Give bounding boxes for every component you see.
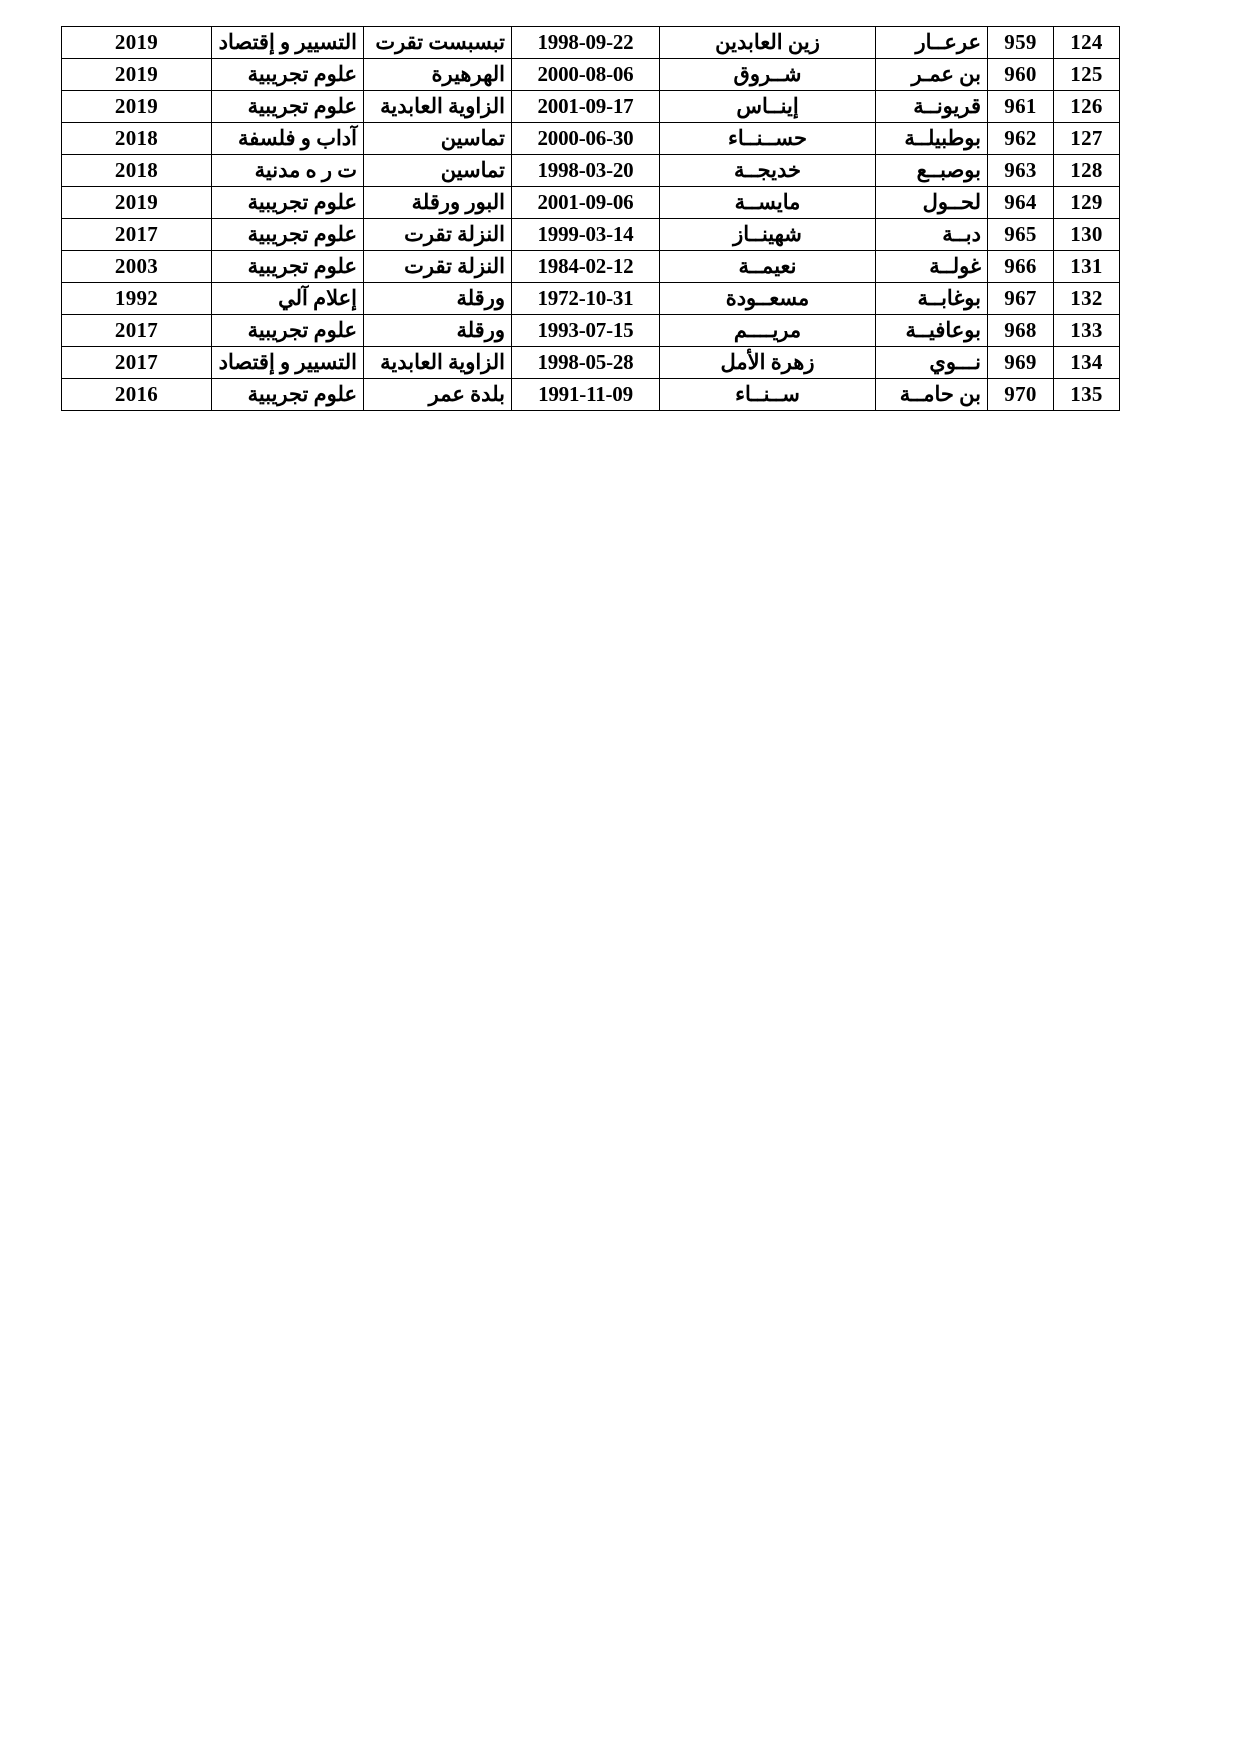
- row-index-cell: [1054, 251, 1120, 283]
- row-birth-date-cell-text: 2001-09-06: [537, 190, 634, 215]
- row-birth-date-cell: [512, 347, 660, 379]
- row-first-name-cell: [660, 123, 876, 155]
- row-number-cell-text: 959: [1004, 30, 1037, 55]
- row-index-cell: [1054, 315, 1120, 347]
- row-birth-place-cell: [364, 379, 512, 411]
- row-birth-date-cell: [512, 27, 660, 59]
- row-first-name-cell-text: شــروق: [733, 62, 802, 87]
- row-last-name-cell: [876, 91, 988, 123]
- row-year-cell-text: 2016: [114, 382, 159, 407]
- row-first-name-cell-text: إينــاس: [736, 94, 799, 119]
- row-year-cell: [62, 379, 212, 411]
- row-first-name-cell-text: مريــــم: [733, 318, 802, 343]
- row-birth-place-cell-text: النزلة تقرت: [404, 254, 505, 279]
- row-first-name-cell-text: مسعــودة: [725, 286, 810, 311]
- table-row: [62, 91, 1120, 123]
- row-specialty-cell: [212, 27, 364, 59]
- table-row: [62, 123, 1120, 155]
- row-year-cell-text: 2017: [114, 318, 159, 343]
- row-specialty-cell: [212, 91, 364, 123]
- row-first-name-cell-text: خديجــة: [734, 158, 801, 183]
- row-specialty-cell-text: ت ر ه مدنية: [254, 158, 357, 183]
- row-birth-place-cell: [364, 27, 512, 59]
- row-birth-place-cell-text: الهرهيرة: [431, 62, 505, 87]
- row-specialty-cell-text: التسيير و إقتصاد: [218, 350, 357, 375]
- row-index-cell: [1054, 283, 1120, 315]
- row-number-cell: [988, 123, 1054, 155]
- row-year-cell-text: 2017: [114, 350, 159, 375]
- row-birth-place-cell-text: الزاوية العابدية: [380, 94, 505, 119]
- row-last-name-cell: [876, 219, 988, 251]
- row-year-cell-text: 1992: [114, 286, 159, 311]
- row-index-cell-text: 125: [1070, 62, 1103, 87]
- row-index-cell: [1054, 123, 1120, 155]
- row-specialty-cell-text: التسيير و إقتصاد: [218, 30, 357, 55]
- row-first-name-cell-text: شهينــاز: [733, 222, 802, 247]
- row-last-name-cell-text: بوطبيلــة: [904, 126, 981, 151]
- row-first-name-cell: [660, 219, 876, 251]
- row-last-name-cell: [876, 59, 988, 91]
- roster-table: [61, 26, 1120, 411]
- row-birth-date-cell-text: 1998-09-22: [537, 30, 634, 55]
- table-row: [62, 155, 1120, 187]
- row-specialty-cell-text: علوم تجريبية: [247, 62, 357, 87]
- row-first-name-cell: [660, 59, 876, 91]
- row-number-cell-text: 966: [1004, 254, 1037, 279]
- row-birth-date-cell-text: 1972-10-31: [537, 286, 634, 311]
- row-year-cell: [62, 91, 212, 123]
- row-index-cell-text: 128: [1070, 158, 1103, 183]
- row-birth-date-cell-text: 1998-03-20: [537, 158, 634, 183]
- row-first-name-cell-text: نعيمــة: [738, 254, 797, 279]
- row-number-cell-text: 962: [1004, 126, 1037, 151]
- row-birth-date-cell: [512, 59, 660, 91]
- row-first-name-cell: [660, 283, 876, 315]
- row-number-cell-text: 960: [1004, 62, 1037, 87]
- table-row: [62, 27, 1120, 59]
- row-index-cell-text: 134: [1070, 350, 1103, 375]
- row-index-cell: [1054, 59, 1120, 91]
- row-year-cell-text: 2019: [114, 30, 159, 55]
- row-specialty-cell: [212, 155, 364, 187]
- row-last-name-cell: [876, 187, 988, 219]
- row-first-name-cell: [660, 251, 876, 283]
- row-year-cell: [62, 155, 212, 187]
- row-birth-date-cell: [512, 251, 660, 283]
- row-year-cell-text: 2018: [114, 158, 159, 183]
- table-row: [62, 59, 1120, 91]
- row-specialty-cell-text: علوم تجريبية: [247, 382, 357, 407]
- row-birth-place-cell: [364, 187, 512, 219]
- row-specialty-cell-text: علوم تجريبية: [247, 190, 357, 215]
- row-birth-date-cell: [512, 91, 660, 123]
- row-index-cell: [1054, 219, 1120, 251]
- row-last-name-cell-text: لحــول: [922, 190, 981, 215]
- row-number-cell: [988, 315, 1054, 347]
- table-row: [62, 315, 1120, 347]
- row-index-cell-text: 131: [1070, 254, 1103, 279]
- row-birth-date-cell-text: 2000-08-06: [537, 62, 634, 87]
- row-number-cell-text: 969: [1004, 350, 1037, 375]
- row-number-cell: [988, 91, 1054, 123]
- row-index-cell-text: 132: [1070, 286, 1103, 311]
- row-year-cell-text: 2019: [114, 190, 159, 215]
- row-specialty-cell: [212, 315, 364, 347]
- row-last-name-cell: [876, 155, 988, 187]
- table-row: [62, 379, 1120, 411]
- row-birth-place-cell: [364, 315, 512, 347]
- row-specialty-cell-text: آداب و فلسفة: [237, 126, 357, 151]
- row-index-cell-text: 124: [1070, 30, 1103, 55]
- row-number-cell-text: 964: [1004, 190, 1037, 215]
- row-first-name-cell: [660, 187, 876, 219]
- row-birth-place-cell: [364, 347, 512, 379]
- row-last-name-cell-text: دبــة: [942, 222, 981, 247]
- row-birth-date-cell: [512, 187, 660, 219]
- row-number-cell-text: 963: [1004, 158, 1037, 183]
- row-number-cell: [988, 283, 1054, 315]
- row-specialty-cell-text: علوم تجريبية: [247, 222, 357, 247]
- row-first-name-cell-text: ســنــاء: [735, 382, 800, 407]
- row-specialty-cell: [212, 251, 364, 283]
- row-last-name-cell-text: غولــة: [929, 254, 981, 279]
- row-number-cell-text: 961: [1004, 94, 1037, 119]
- row-birth-place-cell: [364, 251, 512, 283]
- row-index-cell: [1054, 187, 1120, 219]
- row-year-cell: [62, 123, 212, 155]
- row-year-cell: [62, 219, 212, 251]
- row-first-name-cell-text: مايســة: [734, 190, 801, 215]
- row-number-cell: [988, 187, 1054, 219]
- row-year-cell-text: 2018: [114, 126, 159, 151]
- row-birth-place-cell-text: تماسين: [440, 158, 505, 183]
- row-birth-date-cell: [512, 379, 660, 411]
- row-number-cell: [988, 59, 1054, 91]
- row-specialty-cell-text: علوم تجريبية: [247, 94, 357, 119]
- row-number-cell-text: 968: [1004, 318, 1037, 343]
- row-number-cell: [988, 27, 1054, 59]
- row-number-cell: [988, 251, 1054, 283]
- row-birth-place-cell: [364, 123, 512, 155]
- row-birth-place-cell-text: تماسين: [440, 126, 505, 151]
- roster-table-container: [62, 26, 1120, 411]
- row-last-name-cell-text: نـــوي: [929, 350, 981, 375]
- row-birth-place-cell-text: البور ورقلة: [411, 190, 505, 215]
- row-last-name-cell-text: بوعافيــة: [905, 318, 981, 343]
- row-first-name-cell: [660, 155, 876, 187]
- row-birth-date-cell-text: 1984-02-12: [537, 254, 634, 279]
- row-first-name-cell-text: زهرة الأمل: [720, 350, 815, 375]
- row-specialty-cell: [212, 219, 364, 251]
- row-last-name-cell: [876, 315, 988, 347]
- row-last-name-cell-text: قريونــة: [913, 94, 981, 119]
- row-last-name-cell-text: بن عمـر: [911, 62, 981, 87]
- row-birth-place-cell: [364, 219, 512, 251]
- row-specialty-cell: [212, 347, 364, 379]
- row-year-cell: [62, 59, 212, 91]
- row-year-cell-text: 2019: [114, 94, 159, 119]
- row-specialty-cell-text: علوم تجريبية: [247, 254, 357, 279]
- table-row: [62, 283, 1120, 315]
- row-year-cell: [62, 187, 212, 219]
- row-index-cell-text: 129: [1070, 190, 1103, 215]
- row-birth-place-cell: [364, 59, 512, 91]
- row-first-name-cell: [660, 91, 876, 123]
- row-first-name-cell: [660, 347, 876, 379]
- row-specialty-cell: [212, 379, 364, 411]
- row-year-cell: [62, 283, 212, 315]
- row-last-name-cell-text: بوغابــة: [917, 286, 981, 311]
- row-birth-date-cell-text: 1999-03-14: [537, 222, 634, 247]
- row-birth-date-cell-text: 1998-05-28: [537, 350, 634, 375]
- row-year-cell: [62, 347, 212, 379]
- row-last-name-cell-text: بوصبــع: [916, 158, 981, 183]
- row-index-cell-text: 130: [1070, 222, 1103, 247]
- row-last-name-cell: [876, 347, 988, 379]
- row-specialty-cell-text: علوم تجريبية: [247, 318, 357, 343]
- row-year-cell-text: 2003: [114, 254, 159, 279]
- row-number-cell: [988, 347, 1054, 379]
- row-birth-date-cell: [512, 219, 660, 251]
- row-year-cell-text: 2019: [114, 62, 159, 87]
- table-row: [62, 187, 1120, 219]
- row-birth-place-cell: [364, 155, 512, 187]
- row-first-name-cell: [660, 315, 876, 347]
- row-birth-date-cell: [512, 315, 660, 347]
- row-specialty-cell: [212, 59, 364, 91]
- row-birth-place-cell: [364, 91, 512, 123]
- row-first-name-cell-text: زين العابدين: [715, 30, 820, 55]
- row-specialty-cell: [212, 187, 364, 219]
- row-index-cell: [1054, 91, 1120, 123]
- row-last-name-cell-text: عرعــار: [915, 30, 981, 55]
- row-number-cell-text: 965: [1004, 222, 1037, 247]
- row-specialty-cell: [212, 283, 364, 315]
- row-index-cell-text: 127: [1070, 126, 1103, 151]
- row-birth-place-cell: [364, 283, 512, 315]
- row-index-cell: [1054, 347, 1120, 379]
- row-birth-date-cell-text: 1991-11-09: [538, 382, 633, 407]
- table-row: [62, 251, 1120, 283]
- row-birth-place-cell-text: ورقلة: [456, 286, 505, 311]
- row-first-name-cell: [660, 379, 876, 411]
- row-index-cell: [1054, 379, 1120, 411]
- row-last-name-cell: [876, 283, 988, 315]
- row-first-name-cell-text: حســنــاء: [728, 126, 807, 151]
- row-last-name-cell: [876, 27, 988, 59]
- row-birth-date-cell: [512, 283, 660, 315]
- row-specialty-cell: [212, 123, 364, 155]
- row-year-cell-text: 2017: [114, 222, 159, 247]
- row-index-cell-text: 135: [1070, 382, 1103, 407]
- row-first-name-cell: [660, 27, 876, 59]
- row-birth-date-cell-text: 2000-06-30: [537, 126, 634, 151]
- table-row: [62, 347, 1120, 379]
- row-last-name-cell: [876, 251, 988, 283]
- row-birth-date-cell-text: 2001-09-17: [537, 94, 634, 119]
- row-birth-place-cell-text: بلدة عمر: [428, 382, 505, 407]
- row-number-cell-text: 970: [1004, 382, 1037, 407]
- row-last-name-cell: [876, 379, 988, 411]
- row-index-cell: [1054, 27, 1120, 59]
- row-year-cell: [62, 251, 212, 283]
- row-index-cell: [1054, 155, 1120, 187]
- row-birth-place-cell-text: الزاوية العابدية: [380, 350, 505, 375]
- row-year-cell: [62, 315, 212, 347]
- row-birth-date-cell-text: 1993-07-15: [537, 318, 634, 343]
- row-birth-date-cell: [512, 123, 660, 155]
- row-number-cell: [988, 219, 1054, 251]
- row-birth-place-cell-text: ورقلة: [456, 318, 505, 343]
- row-last-name-cell-text: بن حامــة: [899, 382, 981, 407]
- row-number-cell: [988, 379, 1054, 411]
- row-birth-place-cell-text: النزلة تقرت: [404, 222, 505, 247]
- roster-table-body: [62, 27, 1120, 411]
- row-number-cell-text: 967: [1004, 286, 1037, 311]
- row-number-cell: [988, 155, 1054, 187]
- row-birth-place-cell-text: تبسبست تقرت: [375, 30, 505, 55]
- row-index-cell-text: 126: [1070, 94, 1103, 119]
- row-specialty-cell-text: إعلام آلي: [278, 286, 357, 311]
- row-birth-date-cell: [512, 155, 660, 187]
- row-year-cell: [62, 27, 212, 59]
- table-row: [62, 219, 1120, 251]
- row-index-cell-text: 133: [1070, 318, 1103, 343]
- row-last-name-cell: [876, 123, 988, 155]
